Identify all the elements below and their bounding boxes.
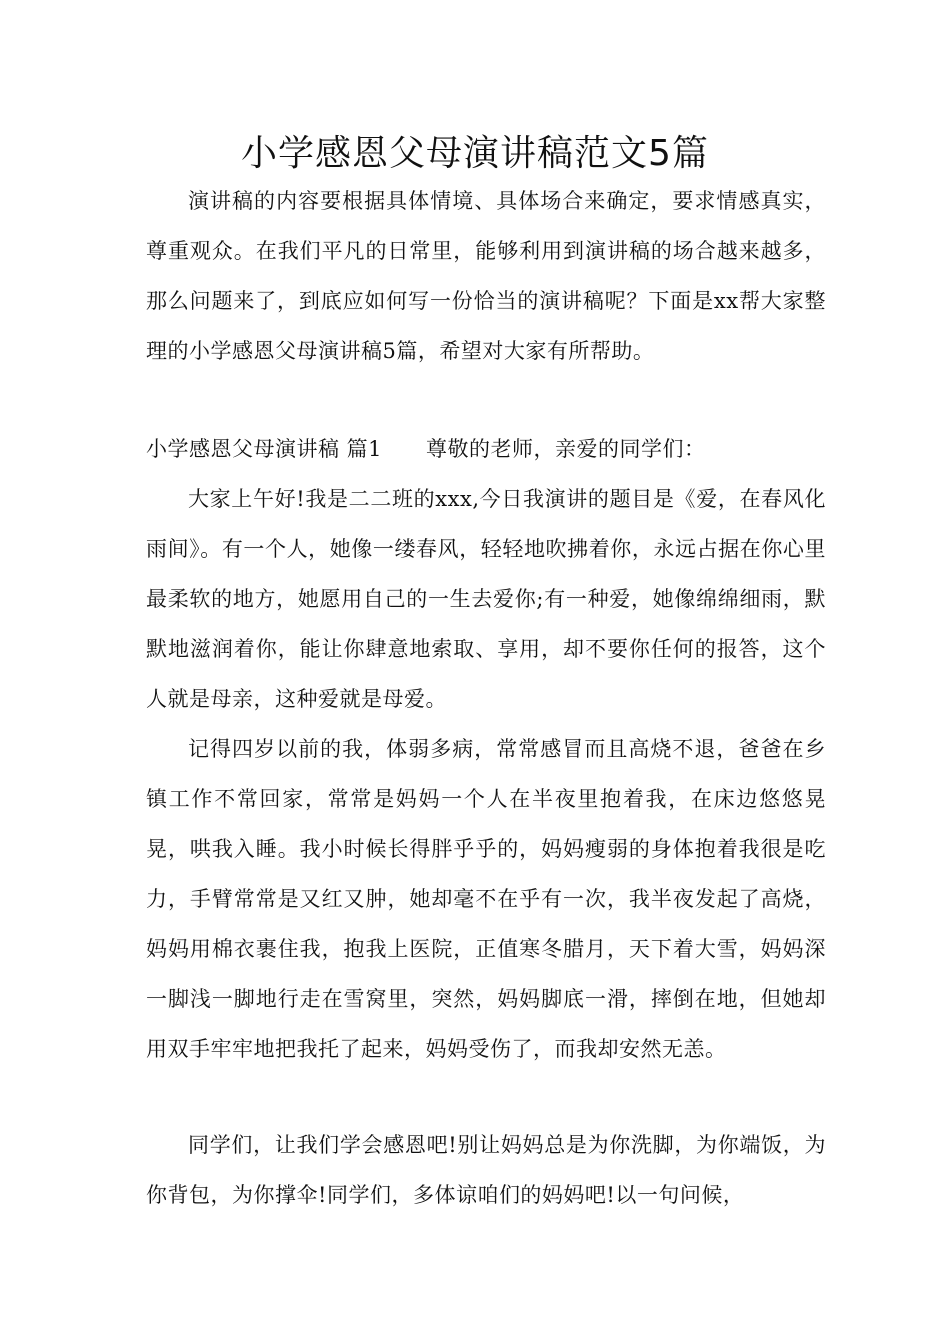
intro-paragraph: 演讲稿的内容要根据具体情境、具体场合来确定，要求情感真实，尊重观众。在我们平凡的日常里，能够利用到演讲稿的场合越来越多，那么问题来了，到底应如何写一份恰当的演讲稿呢？下面是xx帮大家整理的小学感恩父母演讲稿5篇，希望对大家有所帮助。 bbox=[146, 189, 826, 363]
greeting: 尊敬的老师，亲爱的同学们： bbox=[426, 437, 706, 461]
section-heading-line bbox=[146, 424, 826, 474]
section-heading: 小学感恩父母演讲稿 篇1 bbox=[146, 437, 383, 461]
document-title: 小学感恩父母演讲稿范文5篇 bbox=[241, 133, 709, 174]
body-paragraph-1: 大家上午好!我是二二班的xxx,今日我演讲的题目是《爱，在春风化雨间》。有一个人，她像一缕春风，轻轻地吹拂着你，永远占据在你心里最柔软的地方，她愿用自己的一生去爱你;有一种爱，她像绵绵细雨，默默地滋润着你，能让你肆意地索取、享用，却不要你任何的报答，这个人就是母亲，这种爱就是母爱。 bbox=[146, 487, 826, 711]
body-paragraph-3: 同学们，让我们学会感恩吧!别让妈妈总是为你洗脚，为你端饭，为你背包，为你撑伞!同学们，多体谅咱们的妈妈吧!以一句问候， bbox=[146, 1133, 826, 1207]
body-paragraph-2: 记得四岁以前的我，体弱多病，常常感冒而且高烧不退，爸爸在乡镇工作不常回家，常常是妈妈一个人在半夜里抱着我，在床边悠悠晃晃，哄我入睡。我小时候长得胖乎乎的，妈妈瘦弱的身体抱着我很是吃力，手臂常常是又红又肿，她却毫不在乎有一次，我半夜发起了高烧，妈妈用棉衣裹住我，抱我上医院，正值寒冬腊月，天下着大雪，妈妈深一脚浅一脚地行走在雪窝里，突然，妈妈脚底一滑，摔倒在地，但她却用双手牢牢地把我托了起来，妈妈受伤了，而我却安然无恙。 bbox=[146, 737, 826, 1061]
